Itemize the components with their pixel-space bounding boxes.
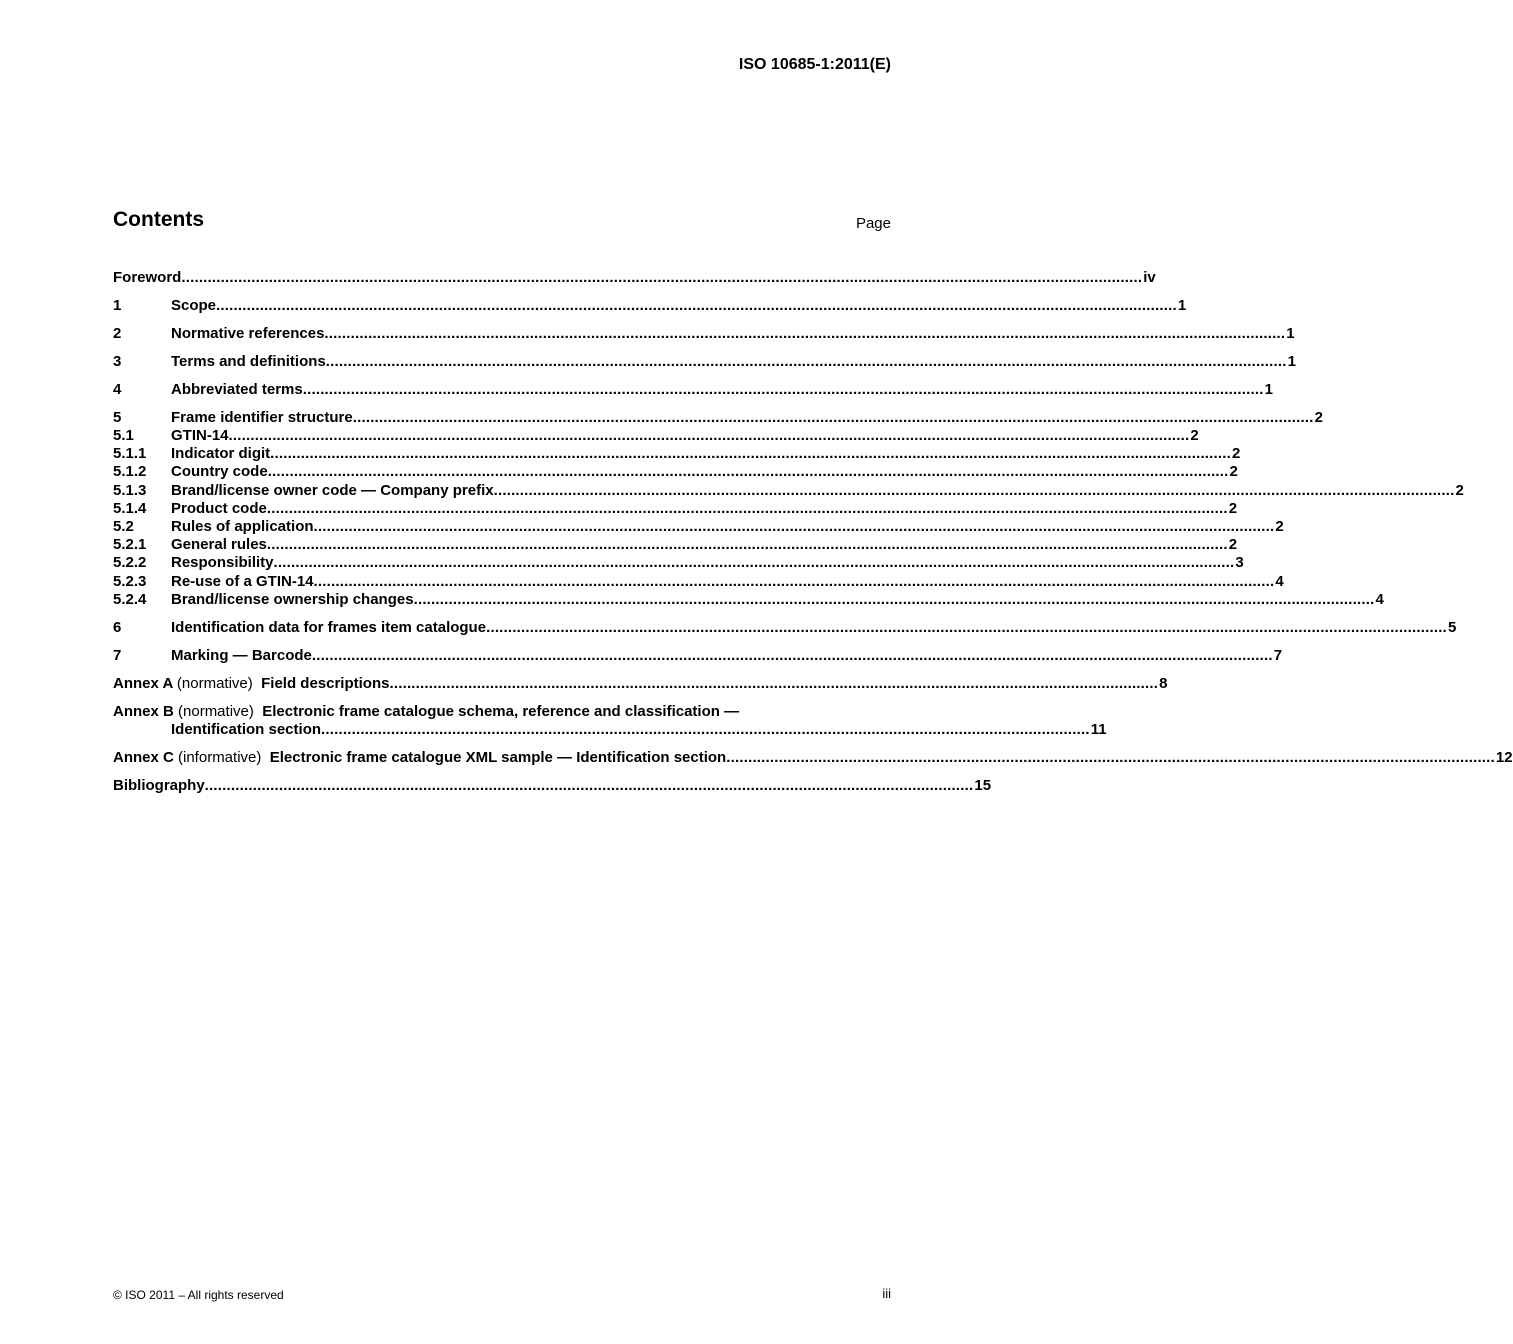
toc-entry-page: iv: [1143, 269, 1156, 286]
toc-entry-title: Abbreviated terms: [171, 380, 303, 398]
toc-entry-number: 5.2.4: [113, 590, 147, 608]
toc-entry-number: 1: [113, 296, 122, 314]
toc-entry-title: Country code: [171, 463, 268, 481]
annex-b-second-line: [113, 720, 1107, 739]
toc-entry-number: 5.1: [113, 427, 134, 445]
page-column-label: Page: [855, 215, 891, 232]
annex-a-title: Field descriptions: [261, 674, 390, 692]
toc-entry-page: 4: [1375, 590, 1384, 608]
toc-entry-page: 2: [1228, 499, 1238, 517]
toc-entry[interactable]: [113, 481, 1464, 500]
leader-dots: ............................................................................................................................................................................................................................: [313, 572, 1275, 590]
toc-entry-number: 2: [113, 324, 122, 342]
toc-entry[interactable]: [113, 408, 1323, 427]
annex-c-page: 12: [1495, 748, 1513, 766]
toc-entry-page: 2: [1228, 536, 1238, 554]
leader-dots: ............................................................................................................................................................................................................................: [352, 408, 1314, 426]
leader-dots: ............................................................................................................................................................................................................................: [313, 518, 1275, 536]
annex-a-page: 8: [1159, 674, 1168, 692]
toc-entry-number: 5.2.1: [113, 536, 147, 554]
annex-a-qualifier: (normative): [176, 674, 253, 692]
leader-dots: ............................................................................................................................................................................................................................: [324, 324, 1286, 342]
toc-entry-page: 4: [1275, 572, 1284, 590]
toc-entries: [113, 269, 1464, 665]
leader-dots: ............................................................................................................................................................................................................................: [228, 427, 1190, 445]
toc-entry[interactable]: [113, 463, 1238, 481]
toc-entry-title: Rules of application: [171, 518, 314, 536]
toc-entry-number: 5.1.3: [113, 481, 147, 499]
leader-dots: ............................................................................................................................................................................................................................: [266, 499, 1228, 517]
toc-entry-number: 7: [113, 646, 122, 664]
toc-entry-title: Brand/license ownership changes: [171, 590, 414, 608]
page-number: iii: [882, 1286, 891, 1301]
annex-b-title-line1: Electronic frame catalogue schema, reference and classification —: [262, 702, 740, 720]
leader-dots: ................................................................................................................................................................................: [726, 748, 1495, 766]
toc-entry[interactable]: [113, 296, 1187, 315]
annex-b-title-line2: Identification section: [171, 720, 322, 738]
toc-entry-title: Identification data for frames item catalogue: [171, 618, 487, 636]
annex-b-label: Annex B: [113, 702, 174, 720]
toc-entry-annex-b[interactable]: [113, 702, 1107, 739]
toc-entry[interactable]: [113, 646, 1283, 665]
toc-entry-annex-a[interactable]: [113, 674, 1168, 693]
toc-entry[interactable]: [113, 324, 1295, 343]
leader-dots: ............................................................................................................................................................................................................................: [273, 554, 1235, 572]
leader-dots: ............................................................................................................................................................................................................................: [493, 481, 1455, 499]
toc-entry[interactable]: [113, 572, 1284, 591]
table-of-contents: [113, 269, 1513, 795]
toc-entry-page: 1: [1287, 352, 1296, 370]
annex-b-page: 11: [1090, 720, 1107, 738]
toc-entry-page: 2: [1190, 427, 1199, 445]
toc-entry-title: Marking — Barcode: [171, 646, 312, 664]
leader-dots: ............................................................................................................................................................................................................................: [325, 352, 1287, 370]
bibliography-title: Bibliography: [113, 776, 205, 794]
toc-entry-title: Re-use of a GTIN-14: [171, 572, 314, 590]
toc-entry-number: 5.2.3: [113, 572, 147, 590]
leader-dots: ............................................................................................................................................................................................................................: [270, 445, 1232, 463]
toc-entry[interactable]: [113, 536, 1238, 554]
toc-entry-page: 1: [1286, 324, 1295, 342]
toc-entry-title: Indicator digit: [171, 445, 271, 463]
leader-dots: ............................................................................................................................................................................................................................: [311, 646, 1273, 664]
bibliography-page: 15: [974, 776, 992, 794]
toc-entry[interactable]: [113, 499, 1238, 518]
toc-entry-page: 3: [1235, 554, 1244, 572]
toc-entry-bibliography[interactable]: [113, 776, 992, 795]
toc-entry-number: 4: [113, 380, 122, 398]
toc-entry-number: 5: [113, 408, 122, 426]
toc-entry-title: Responsibility: [171, 554, 274, 572]
toc-entry-number: 5.2.2: [113, 554, 147, 572]
toc-entry-number: 6: [113, 618, 122, 636]
toc-entry-number: 5.2: [113, 518, 134, 536]
toc-entry-title: Product code: [171, 499, 267, 517]
toc-entry-number: 5.1.2: [113, 463, 147, 481]
annex-a-label: Annex A: [113, 674, 173, 692]
leader-dots: ................................................................................................................................................................................: [204, 776, 974, 794]
leader-dots: ................................................................................................................................................................................: [389, 674, 1159, 692]
leader-dots: ............................................................................................................................................................................................................................: [266, 536, 1228, 554]
toc-entry[interactable]: [113, 554, 1244, 572]
annex-c-title: Electronic frame catalogue XML sample — Identification section: [269, 748, 727, 766]
toc-entry-page: 5: [1447, 618, 1457, 636]
toc-entry-page: 2: [1229, 463, 1238, 481]
document-identifier: ISO 10685-1:2011(E): [738, 56, 891, 73]
annex-b-qualifier: (normative): [178, 702, 254, 720]
annex-c-qualifier: (informative): [178, 748, 262, 766]
toc-entry-page: 1: [1177, 296, 1187, 314]
toc-entry-title: Brand/license owner code — Company prefix: [171, 481, 494, 499]
toc-entry-title: GTIN-14: [171, 427, 229, 445]
leader-dots: ............................................................................................................................................................................................................................: [413, 590, 1375, 608]
leader-dots: ............................................................................................................................................................................................................................: [302, 380, 1264, 398]
toc-entry-page: 7: [1273, 646, 1283, 664]
toc-entry-page: 1: [1264, 380, 1273, 398]
toc-entry[interactable]: [113, 427, 1199, 445]
toc-entry-title: Normative references: [171, 324, 325, 342]
annex-b-first-line: [113, 703, 891, 721]
toc-entry[interactable]: [113, 590, 1384, 609]
toc-entry-annex-c[interactable]: [113, 748, 1513, 767]
toc-entry-page: 2: [1455, 481, 1464, 499]
toc-entry-title: Scope: [171, 296, 217, 314]
toc-entry-number: 5.1.4: [113, 499, 147, 517]
toc-entry-number: 5.1.1: [113, 445, 147, 463]
toc-entry-number: 3: [113, 352, 122, 370]
toc-entry[interactable]: [113, 269, 1156, 287]
toc-entry-title: Foreword: [113, 269, 182, 286]
toc-entry[interactable]: [113, 352, 1296, 371]
toc-entry-title: Terms and definitions: [171, 352, 326, 370]
toc-entry-title: Frame identifier structure: [171, 408, 353, 426]
copyright-notice: © ISO 2011 – All rights reserved: [113, 1288, 284, 1302]
toc-entry-page: 2: [1275, 518, 1284, 536]
leader-dots: ............................................................................................................................................................................................................................: [267, 463, 1229, 481]
leader-dots: ............................................................................................................................................................................................................................: [486, 618, 1447, 636]
leader-dots: ............................................................................................................................................................................................................................: [181, 269, 1143, 286]
toc-entry[interactable]: [113, 618, 1457, 637]
contents-heading: Contents: [113, 208, 204, 231]
annex-c-label: Annex C: [113, 748, 174, 766]
toc-entry-title: General rules: [171, 536, 267, 554]
toc-entry-page: 2: [1232, 445, 1241, 463]
toc-entry[interactable]: [113, 518, 1284, 536]
toc-entry-page: 2: [1314, 408, 1323, 426]
leader-dots: ................................................................................................................................................................................: [321, 720, 1090, 738]
toc-entry[interactable]: [113, 445, 1241, 463]
toc-entry[interactable]: [113, 380, 1273, 399]
leader-dots: ............................................................................................................................................................................................................................: [216, 296, 1177, 314]
